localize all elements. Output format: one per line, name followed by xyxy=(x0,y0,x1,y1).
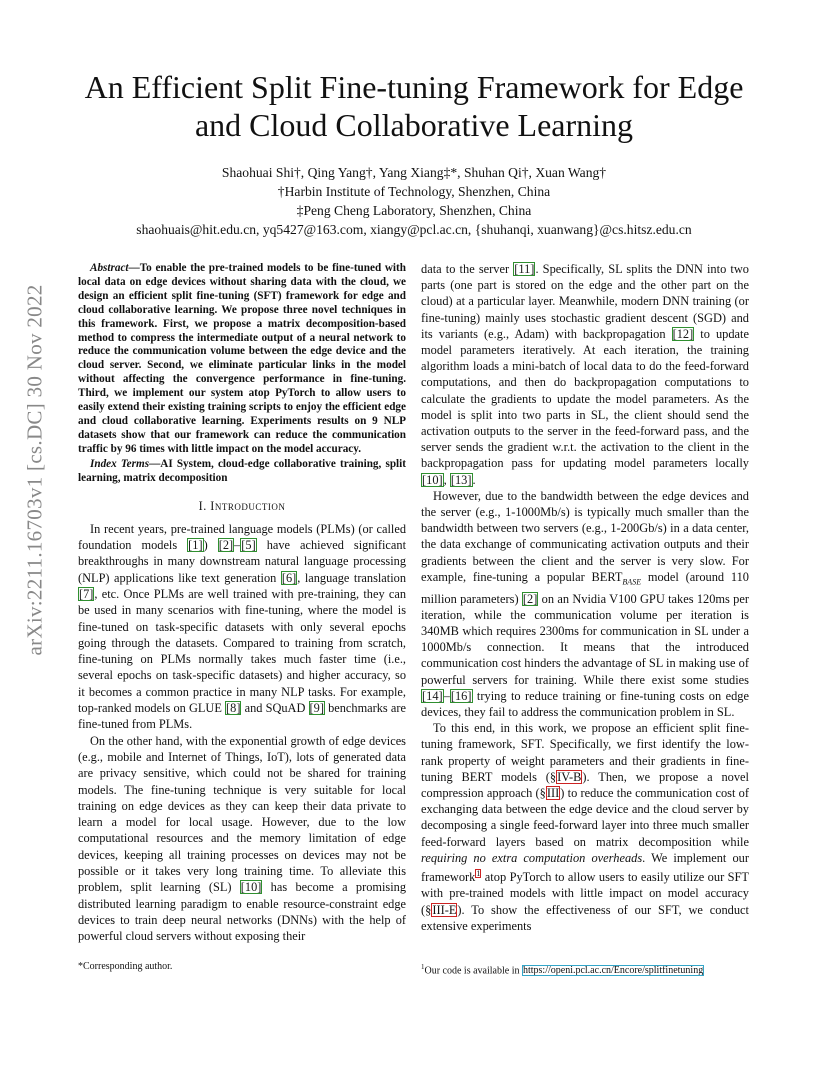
bert-base-subscript: BASE xyxy=(622,577,642,587)
citation-link[interactable]: [2] xyxy=(522,591,538,606)
text-run: , xyxy=(443,472,450,487)
citation-link[interactable]: [13] xyxy=(450,472,472,487)
text-run: , etc. Once PLMs are well trained with pre-training, they can be used in many scenarios with fine-tuning, where the model is fine-tuned on task-specific datasets with only several epochs going through the datasets. Compared to training from scratch, fine-tuning on PLMs normally takes much faster time (i.e., several epochs on task-specific datasets) and higher accuracy, so it becomes a common practice in many NLP tasks. For example, top-ranked models on GLUE xyxy=(78,586,406,716)
author-names: Shaohuai Shi†, Qing Yang†, Yang Xiang‡*, Shuhan Qi†, Xuan Wang† xyxy=(221,165,607,180)
intro-paragraph-3 xyxy=(421,261,749,488)
intro-paragraph-4 xyxy=(421,488,749,720)
index-terms-label: Index Terms xyxy=(90,457,150,470)
intro-paragraph-2 xyxy=(78,733,406,945)
section-reference-link[interactable]: IV-B xyxy=(557,769,582,784)
citation-link[interactable]: [10] xyxy=(422,472,443,487)
citation-link[interactable]: [5] xyxy=(241,538,256,553)
citation-link[interactable]: [12] xyxy=(672,326,694,341)
text-run: ). To show the effectiveness of our SFT, we conduct extensive experiments xyxy=(421,902,749,933)
author-emails: shaohuais@hit.edu.cn, yq5427@163.com, xiangy@pcl.ac.cn, {shuhanqi, xuanwang}@cs.hitsz.edu.cn xyxy=(136,222,692,237)
text-run: has become a promising distributed learning paradigm to enable resource-constraint edge devices to train deep neural networks (DNNs) with the help of powerful cloud servers without exposing their xyxy=(78,880,406,944)
affiliation-hit: †Harbin Institute of Technology, Shenzhen, China xyxy=(277,184,551,199)
text-run: However, due to the bandwidth between the edge devices and the server (e.g., 1-1000Mb/s) is typically much smaller than the bandwidth between two servers (e.g., 1-200Gb/s) in a data center, the data exchange of communicating activation outputs and their gradients between the client and the server is very slow. For example, fine-tuning a popular BERT xyxy=(421,488,749,584)
text-run: ) xyxy=(203,538,218,553)
text-run: In recent years, pre-trained language models (PLMs) (or called foundation models xyxy=(78,521,406,553)
text-run: ). Then, we propose a novel compression approach (§ xyxy=(421,769,749,800)
text-run: – xyxy=(234,538,241,553)
citation-link[interactable]: [7] xyxy=(79,586,94,601)
text-run: on an Nvidia V100 GPU takes 120ms per iteration, while the communication volume per iteration is 340MB which requires 2300ms for communication in SL under a 1000Mb/s connection. It means that the introduced communication cost hinders the advantage of SL in making use of powerful servers for training. While there exist some studies xyxy=(421,591,750,687)
abstract xyxy=(78,262,406,457)
title-line-2: and Cloud Collaborative Learning xyxy=(194,107,634,143)
citation-link[interactable]: [1] xyxy=(188,538,203,553)
text-run: . Specifically, SL splits the DNN into two parts (one part is stored on the edge and the other part on the cloud) at a particular layer. Meanwhile, modern DNN training (or fine-tuning) mainly uses stochastic gradient descent (SGD) and its variants (e.g., Adam) with backpropagation xyxy=(421,262,749,341)
text-run: model (around 110 million parameters) xyxy=(421,569,749,606)
left-column xyxy=(78,262,406,945)
citation-link[interactable]: [10] xyxy=(240,880,262,895)
text-run: ) to reduce the communication cost of exchanging data between the edge device and the cloud server by decomposing a single feed-forward layer into three much smaller feed-forward layers based on matrix decomposition while xyxy=(421,785,749,849)
author-block xyxy=(40,163,788,239)
section-reference-link[interactable]: III xyxy=(546,785,560,800)
index-terms xyxy=(78,458,406,486)
footnote-marker-link[interactable]: 1 xyxy=(476,868,481,878)
citation-link[interactable]: [9] xyxy=(309,701,324,716)
section-reference-link[interactable]: III-E xyxy=(432,902,457,917)
text-run: atop PyTorch to allow users to easily utilize our SFT with pre-trained models with little impact on model accuracy (§ xyxy=(421,870,749,917)
citation-link[interactable]: [6] xyxy=(281,570,297,585)
text-run: , language translation xyxy=(297,570,406,585)
text-run: On the other hand, with the exponential growth of edge devices (e.g., mobile and Internet of Things, IoT), lots of generated data are privacy sensitive, which could not be shared for training models. The fine-tuning technique is very suitable for local training on edge devices as they can keep their data private to learn a model for local usage. However, due to the low computational resources and the memory limitation of edge devices, keeping all training processes on devices may not be possible or it takes very long training time. To alleviate this problem, split learning (SL) xyxy=(78,733,406,895)
index-terms-text: —AI System, cloud-edge collaborative training, split learning, matrix decomposition xyxy=(78,457,406,484)
text-run: – xyxy=(443,688,450,703)
text-run: have achieved significant breakthroughs in many downstream natural language processing (NLP) applications like text generation xyxy=(78,538,406,585)
affiliation-pcl: ‡Peng Cheng Laboratory, Shenzhen, China xyxy=(296,203,532,218)
text-run: benchmarks are fine-tuned from PLMs. xyxy=(78,701,406,732)
arxiv-identifier: arXiv:2211.16703v1 [cs.DC] 30 Nov 2022 xyxy=(22,284,47,656)
footnote-corresponding-author: *Corresponding author. xyxy=(78,961,173,972)
footnote-number: 1 xyxy=(421,963,425,971)
right-column xyxy=(421,261,749,934)
footnote-text: Our code is available in xyxy=(424,965,522,977)
citation-link[interactable]: [16] xyxy=(450,688,472,703)
citation-link[interactable]: [14] xyxy=(422,688,443,703)
footnote-code-availability xyxy=(421,961,761,977)
intro-paragraph-1 xyxy=(78,521,406,733)
text-run: To this end, in this work, we propose an efficient split fine-tuning framework, SFT. Specifically, we first identify the low-rank property of weight parameters and their gradients in fine-tuning BERT models (§ xyxy=(421,721,749,784)
abstract-text: —To enable the pre-trained models to be fine-tuned with local data on edge devices without sharing data with the cloud, we design an efficient split fine-tuning (SFT) framework for edge and cloud collaborative learning. We propose three novel techniques in this framework. First, we propose a matrix decomposition-based method to compress the intermediate output of a neural network to reduce the communication volume between the edge device and the cloud server. Second, we eliminate particular links in the model without affecting the convergence performance in fine-tuning. Third, we implement our system atop PyTorch to allow users to easily extend their existing training scripts to enjoy the efficient edge and cloud collaborative learning. Experiments results on 9 NLP datasets show that our framework can reduce the communication traffic by 96 times with little impact on the model accuracy. xyxy=(78,262,406,455)
text-run: and SQuAD xyxy=(241,701,309,716)
text-run: . We implement our framework xyxy=(421,850,749,885)
intro-paragraph-5 xyxy=(421,720,749,934)
citation-link[interactable]: [2] xyxy=(218,538,234,553)
paper-title xyxy=(40,68,788,144)
code-url-link[interactable]: https://openi.pcl.ac.cn/Encore/splitfinetuning xyxy=(522,965,704,977)
title-line-1: An Efficient Split Fine-tuning Framework for Edge xyxy=(84,69,744,105)
citation-link[interactable]: [11] xyxy=(514,262,535,276)
emphasis-text: requiring no extra computation overheads xyxy=(421,850,643,865)
section-heading-introduction: I. Introduction xyxy=(198,498,286,513)
citation-link[interactable]: [8] xyxy=(226,701,241,716)
text-run: data to the server xyxy=(421,262,514,276)
text-run: . xyxy=(472,472,476,487)
abstract-label: Abstract xyxy=(90,262,129,274)
text-run: to update model parameters iteratively. At each iteration, the training algorithm loads a mini-batch of local data to do the feed-forward computations, and then do backpropagation computations to calculate the gradients to update the model parameters. As the model is split into two parts in SL, the client should send the activation outputs to the server in the feed-forward pass, and the server sends the gradient w.r.t. the activation to the client in the backpropagation pass for updating model parameters locally xyxy=(421,326,749,471)
text-run: trying to reduce training or fine-tuning costs on edge devices, they fail to address the communication problem in SL. xyxy=(421,688,749,719)
